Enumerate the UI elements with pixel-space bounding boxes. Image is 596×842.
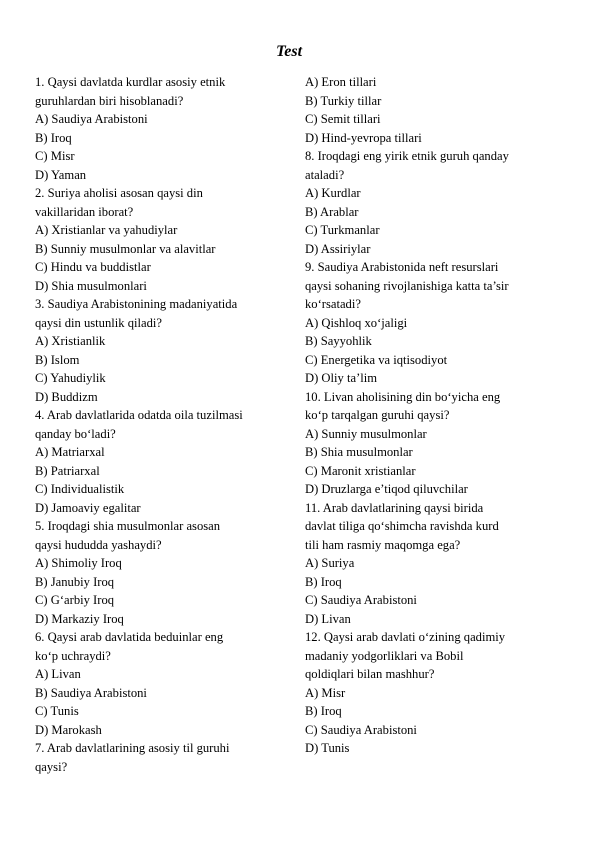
text-line: B) Iroq xyxy=(305,704,342,718)
text-line: tili ham rasmiy maqomga ega? xyxy=(305,537,461,552)
text-line: D) Yaman xyxy=(35,167,87,182)
text-line: 9. Saudiya Arabistonida neft resurslari xyxy=(305,260,499,274)
text-line: qaysi hududda yashaydi? xyxy=(35,537,162,552)
text-line: 11. Arab davlatlarining qaysi birida xyxy=(305,500,484,515)
text-line: A) Kurdlar xyxy=(305,186,361,200)
left-column xyxy=(35,73,285,776)
text-line: 10. Livan aholisining din bo‘yicha eng xyxy=(305,389,501,404)
text-line: A) Eron tillari xyxy=(305,75,377,89)
text-line: 2. Suriya aholisi asosan qaysi din xyxy=(35,186,203,200)
text-line: qaysi? xyxy=(35,759,68,774)
text-line: D) Shia musulmonlari xyxy=(35,278,147,293)
text-line: C) Yahudiylik xyxy=(35,371,106,385)
text-line: C) Semit tillari xyxy=(305,112,381,126)
right-column xyxy=(305,73,545,758)
text-line: 6. Qaysi arab davlatida beduinlar eng xyxy=(35,630,224,644)
text-line: D) Jamoaviy egalitar xyxy=(35,500,141,515)
text-line: B) Turkiy tillar xyxy=(305,93,382,108)
text-line: qaysi sohaning rivojlanishiga katta ta’sir xyxy=(305,278,509,293)
text-line: guruhlardan biri hisoblanadi? xyxy=(35,93,184,108)
text-line: D) Hind-yevropa tillari xyxy=(305,130,422,145)
text-line: A) Saudiya Arabistoni xyxy=(35,112,148,126)
text-line: B) Iroq xyxy=(305,574,342,589)
text-line: B) Sayyohlik xyxy=(305,334,372,348)
text-line: madaniy yodgorliklari va Bobil xyxy=(305,648,464,663)
page-title: Test xyxy=(275,43,303,60)
text-line: davlat tiliga qo‘shimcha ravishda kurd xyxy=(305,519,499,533)
text-line: D) Assiriylar xyxy=(305,241,371,256)
text-line: B) Islom xyxy=(35,352,80,367)
text-line: 3. Saudiya Arabistonining madaniyatida xyxy=(35,297,238,311)
text-line: 5. Iroqdagi shia musulmonlar asosan xyxy=(35,519,221,533)
text-line: C) Saudiya Arabistoni xyxy=(305,593,417,607)
text-line: A) Xristianlik xyxy=(35,334,106,348)
text-line: ko‘p uchraydi? xyxy=(35,648,111,663)
text-line: B) Shia musulmonlar xyxy=(305,445,413,459)
text-line: A) Xristianlar va yahudiylar xyxy=(35,223,178,237)
text-line: B) Iroq xyxy=(35,130,72,145)
text-line: A) Misr xyxy=(305,685,346,700)
text-line: B) Patriarxal xyxy=(35,463,100,478)
text-line: qaysi din ustunlik qiladi? xyxy=(35,315,162,330)
text-line: D) Livan xyxy=(305,611,351,626)
text-line: A) Matriarxal xyxy=(35,445,105,459)
text-line: B) Sunniy musulmonlar va alavitlar xyxy=(35,241,216,256)
text-line: C) Individualistik xyxy=(35,482,125,496)
text-line: D) Druzlarga e’tiqod qiluvchilar xyxy=(305,482,468,496)
text-line: B) Saudiya Arabistoni xyxy=(35,685,147,700)
text-line: vakillaridan iborat? xyxy=(35,204,134,219)
text-line: qanday bo‘ladi? xyxy=(35,426,116,441)
text-line: 4. Arab davlatlarida odatda oila tuzilmasi xyxy=(35,408,243,422)
text-line: A) Sunniy musulmonlar xyxy=(305,426,427,441)
text-line: qoldiqlari bilan mashhur? xyxy=(305,667,435,681)
text-line: C) Saudiya Arabistoni xyxy=(305,722,417,737)
text-line: D) Tunis xyxy=(305,741,350,755)
text-line: C) Turkmanlar xyxy=(305,223,380,237)
text-line: B) Arablar xyxy=(305,204,359,219)
text-line: A) Shimoliy Iroq xyxy=(35,556,122,570)
text-line: C) Hindu va buddistlar xyxy=(35,260,151,274)
text-line: C) Misr xyxy=(35,149,75,163)
text-line: 7. Arab davlatlarining asosiy til guruhi xyxy=(35,741,230,755)
text-line: A) Suriya xyxy=(305,556,355,570)
text-line: 12. Qaysi arab davlati o‘zining qadimiy xyxy=(305,630,506,644)
text-line: 1. Qaysi davlatda kurdlar asosiy etnik xyxy=(35,75,226,89)
text-line: ko‘rsatadi? xyxy=(305,297,361,311)
text-line: D) Oliy ta’lim xyxy=(305,371,378,385)
text-line: C) Energetika va iqtisodiyot xyxy=(305,352,448,367)
text-line: D) Markaziy Iroq xyxy=(35,611,124,626)
text-line: 8. Iroqdagi eng yirik etnik guruh qanday xyxy=(305,149,509,163)
text-line: D) Buddizm xyxy=(35,389,98,404)
text-line: C) Maronit xristianlar xyxy=(305,463,416,478)
text-line: B) Janubiy Iroq xyxy=(35,574,115,589)
text-line: C) Tunis xyxy=(35,704,79,718)
text-line: A) Livan xyxy=(35,667,81,681)
text-line: ataladi? xyxy=(305,167,345,182)
text-line: C) G‘arbiy Iroq xyxy=(35,593,115,607)
text-line: A) Qishloq xo‘jaligi xyxy=(305,315,408,330)
text-line: D) Marokash xyxy=(35,722,102,737)
text-line: ko‘p tarqalgan guruhi qaysi? xyxy=(305,408,450,422)
